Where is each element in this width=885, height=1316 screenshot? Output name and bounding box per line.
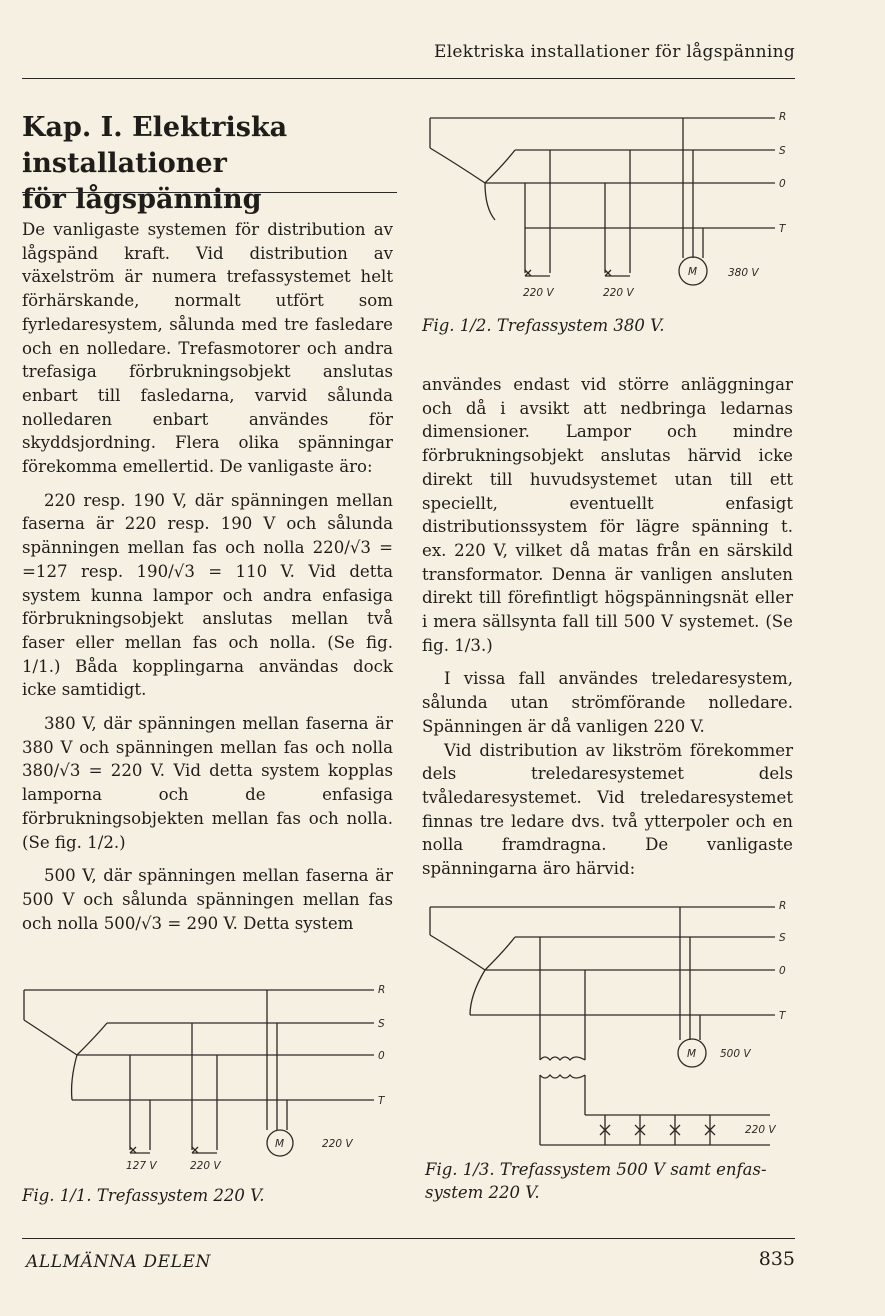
figure-1-2-caption: Fig. 1/2. Trefassystem 380 V. <box>422 316 665 335</box>
page-number: 835 <box>758 1248 795 1270</box>
fig1-label-R: R <box>378 984 386 996</box>
fig1-label-T: T <box>378 1095 385 1107</box>
paragraph-220v: 220 resp. 190 V, där spänningen mellan faserna är 220 resp. 190 V och sålunda spänningen mellan fas och nolla 220/√3 = =127 resp. 190/√3 = 110 V. Vid detta system kunna lampor och andra enfasiga förbrukningsobjekt anslutas mellan två faser eller mellan fas och nolla. (Se fig. 1/1.) Båda kopplingarna användas dock icke samtidigt. <box>22 490 393 700</box>
figure-1-3-caption-line-1: Fig. 1/3. Trefassystem 500 V samt enfas- <box>425 1160 767 1179</box>
fig3-motor-voltage: 500 V <box>720 1048 751 1060</box>
fig3-label-R: R <box>779 900 787 912</box>
fig3-label-T: T <box>779 1010 786 1022</box>
paragraph-500v-continued: användes endast vid större anläggningar och då i avsikt att nedbringa ledarnas dimensioner. Lampor och mindre förbrukningsobjekt anslutas härvid icke direkt till huvudsystemet utan till ett speciellt, eventuellt enfasigt distributionssystem för lägre spänning t. ex. 220 V, vilket då matas från en särskild transformator. Denna är vanligen ansluten direkt till förefintligt högspänningsnät eller i mera sällsynta fall till 500 V systemet. (Se fig. 1/3.) <box>422 375 793 655</box>
chapter-title <box>22 110 397 218</box>
figure-1-3-caption-line-2: system 220 V. <box>425 1183 540 1202</box>
figure-1-3-diagram <box>425 895 795 1155</box>
header-rule <box>22 78 795 79</box>
fig1-label-0: 0 <box>378 1050 385 1062</box>
fig3-label-S: S <box>779 932 786 944</box>
footer-section: ALLMÄNNA DELEN <box>26 1252 211 1272</box>
fig2-motor-M: M <box>688 266 698 278</box>
fig1-load-voltage-1: 127 V <box>126 1160 157 1172</box>
fig1-motor-M: M <box>275 1138 285 1150</box>
paragraph-distribution-intro: De vanligaste systemen för distribution av lågspänd kraft. Vid distribution av växelström är numera trefassystemet helt förhärskande, normalt utfört som fyrledaresystem, sålunda med tre fasledare och en nolledare. Trefasmotorer och andra trefasiga förbrukningsobjekt anslutas enbart till fasledarna, varvid sålunda nolledaren enbart användes för skyddsjordning. Flera olika spänningar förekomma emellertid. De vanligaste äro: <box>22 220 393 477</box>
fig2-load-voltage-2: 220 V <box>603 287 634 299</box>
fig3-secondary-voltage: 220 V <box>745 1124 776 1136</box>
fig2-label-S: S <box>779 145 786 157</box>
paragraph-380v: 380 V, där spänningen mellan faserna är 380 V och spänningen mellan fas och nolla 380/√3 = 220 V. Vid detta system kopplas lamporna och de enfasiga förbrukningsobjekten mellan fas och nolla. (Se fig. 1/2.) <box>22 714 393 852</box>
paragraph-500v: 500 V, där spänningen mellan faserna är 500 V och sålunda spänningen mellan fas och nolla 500/√3 = 290 V. Detta system <box>22 866 393 933</box>
title-rule <box>22 192 397 193</box>
left-column <box>22 218 393 935</box>
fig2-label-R: R <box>779 111 787 123</box>
chapter-title-line-2: för lågspänning <box>22 184 262 215</box>
fig1-load-voltage-2: 220 V <box>190 1160 221 1172</box>
fig2-motor-voltage: 380 V <box>728 267 759 279</box>
paragraph-treledaresystem: I vissa fall användes treledaresystem, sålunda utan strömförande nolledare. Spänningen är då vanligen 220 V. <box>422 669 793 736</box>
figure-1-1-diagram <box>22 975 392 1175</box>
figure-1-2-diagram <box>425 108 795 308</box>
figure-1-3-caption <box>425 1158 767 1204</box>
fig3-label-0: 0 <box>779 965 786 977</box>
fig1-motor-voltage: 220 V <box>322 1138 353 1150</box>
footer-rule <box>22 1238 795 1239</box>
fig3-motor-M: M <box>687 1048 697 1060</box>
fig2-load-voltage-1: 220 V <box>523 287 554 299</box>
chapter-title-line-1: Kap. I. Elektriska installationer <box>22 112 288 179</box>
right-column <box>422 373 793 881</box>
running-header: Elektriska installationer för lågspänning <box>433 42 795 62</box>
fig2-label-0: 0 <box>779 178 786 190</box>
figure-1-1-caption: Fig. 1/1. Trefassystem 220 V. <box>22 1186 265 1205</box>
paragraph-likstrom: Vid distribution av likström förekommer dels treledaresystemet dels tvåledaresystemet. Vid treledaresystemet finnas tre ledare dvs. två ytterpoler och en nolla framdragna. De vanligaste spänningarna äro härvid: <box>422 740 793 879</box>
fig1-label-S: S <box>378 1018 385 1030</box>
fig2-label-T: T <box>779 223 786 235</box>
